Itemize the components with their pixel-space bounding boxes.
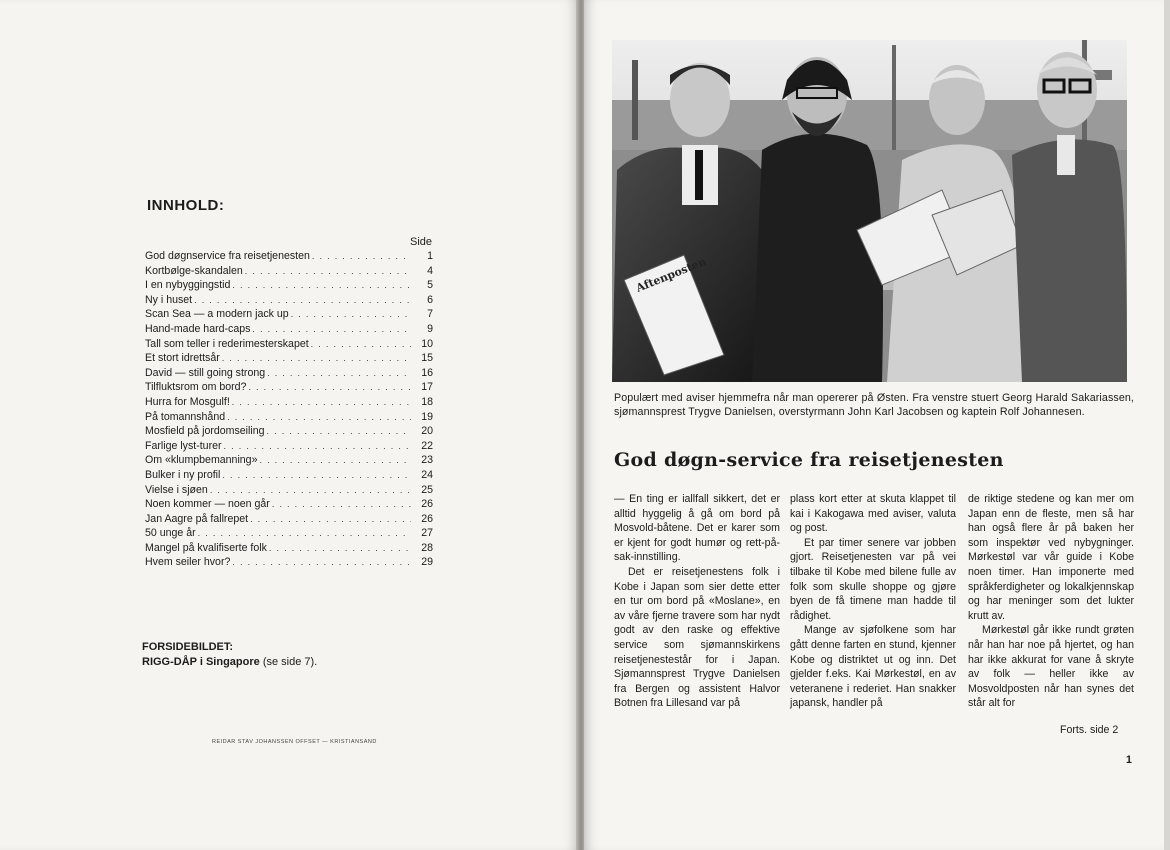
toc-item-page: 19	[421, 410, 433, 423]
toc-leader-dots	[232, 555, 411, 570]
toc-item-title: Mosfield på jordomseiling	[145, 425, 265, 438]
toc-leader-dots	[259, 453, 411, 468]
toc-item-title: Farlige lyst-turer	[145, 439, 222, 452]
person-4	[1012, 139, 1127, 382]
toc-item-page: 25	[421, 483, 433, 496]
toc-item	[145, 541, 433, 556]
toc-leader-dots	[222, 468, 411, 483]
toc-leader-dots	[232, 395, 411, 410]
toc-item	[145, 439, 433, 454]
toc-item-title: Et stort idrettsår	[145, 352, 220, 365]
toc-item-page: 23	[421, 454, 433, 467]
toc-heading: INNHOLD:	[147, 197, 225, 214]
toc-leader-dots	[232, 278, 411, 293]
toc-item-page: 20	[421, 425, 433, 438]
toc-leader-dots	[198, 526, 411, 541]
cover-caption-bold: RIGG-DÅP i Singapore	[142, 656, 260, 668]
toc-leader-dots	[227, 410, 411, 425]
toc-list	[145, 249, 433, 570]
toc-item-title: Hvem seiler hvor?	[145, 556, 231, 569]
toc-item-title: Mangel på kvalifiserte folk	[145, 541, 267, 554]
toc-leader-dots	[210, 483, 411, 498]
toc-item-page: 15	[421, 352, 433, 365]
toc-item	[145, 337, 433, 352]
toc-item	[145, 380, 433, 395]
toc-item-page: 26	[421, 512, 433, 525]
article-headline: God døgn-service fra reisetjenesten	[614, 449, 1004, 471]
page-number: 1	[1126, 754, 1132, 766]
toc-item	[145, 512, 433, 527]
toc-leader-dots	[250, 512, 411, 527]
toc-item	[145, 351, 433, 366]
toc-leader-dots	[224, 439, 411, 454]
person-2	[752, 134, 883, 382]
toc-item-title: Scan Sea — a modern jack up	[145, 308, 289, 321]
toc-leader-dots	[311, 337, 411, 352]
toc-item-page: 28	[421, 541, 433, 554]
toc-item-page: 7	[427, 308, 433, 321]
toc-leader-dots	[248, 380, 411, 395]
toc-item	[145, 293, 433, 308]
toc-item-page: 16	[421, 366, 433, 379]
toc-item-page: 26	[421, 498, 433, 511]
left-page	[0, 0, 578, 850]
photo-caption: Populært med aviser hjemmefra når man opererer på Østen. Fra venstre stuert Georg Harald Sakariassen, sjømannsprest Trygve Danielsen, overstyrmann John Karl Jacobsen og kaptein Rolf Johannesen.	[614, 392, 1134, 418]
newspaper-masthead: Aftenposten	[634, 254, 709, 295]
article-column-1	[614, 492, 780, 711]
toc-item	[145, 526, 433, 541]
cover-caption-rest: (se side 7).	[259, 656, 318, 668]
paragraph: — En ting er iallfall sikkert, det er alltid hyggelig å gå om bord på Mosvold-båtene. Det er karer som er kjent for godt humør og rett-på-sak-innstilling.	[614, 493, 780, 564]
toc-item	[145, 395, 433, 410]
toc-item-title: På tomannshånd	[145, 410, 226, 423]
toc-leader-dots	[245, 264, 411, 279]
toc-item	[145, 468, 433, 483]
toc-item-title: I en nybyggingstid	[145, 279, 231, 292]
toc-item	[145, 278, 433, 293]
toc-item-title: Om «klumpbemanning»	[145, 454, 258, 467]
toc-item-page: 29	[421, 556, 433, 569]
toc-item-title: Tilfluktsrom om bord?	[145, 381, 247, 394]
toc-item-title: Tall som teller i rederimesterskapet	[145, 337, 309, 350]
toc-item	[145, 264, 433, 279]
toc-item	[145, 410, 433, 425]
toc-item-page: 5	[427, 279, 433, 292]
toc-item-page: 4	[427, 264, 433, 277]
toc-item-title: Bulker i ny profil	[145, 468, 221, 481]
toc-item-page: 24	[421, 468, 433, 481]
toc-leader-dots	[252, 322, 411, 337]
toc-item	[145, 307, 433, 322]
toc-leader-dots	[291, 307, 411, 322]
toc-item-page: 9	[427, 322, 433, 335]
toc-item-page: 6	[427, 293, 433, 306]
printer-imprint: REIDAR STAV JOHANSSEN OFFSET — KRISTIANSAND	[212, 739, 377, 745]
toc-leader-dots	[267, 424, 411, 439]
toc-leader-dots	[194, 293, 411, 308]
toc-item-title: God døgnservice fra reisetjenesten	[145, 250, 310, 262]
toc-item-title: Hand-made hard-caps	[145, 322, 251, 335]
toc-item	[145, 497, 433, 512]
paragraph: Et par timer senere var jobben gjort. Reisetjenesten var på vei tilbake til Kobe med bilene fulle av folk som skulle shoppe og gjøre byen de få timene man hadde til rådighet.	[790, 536, 956, 622]
toc-item-page: 10	[421, 337, 433, 350]
article-column-2	[790, 492, 956, 711]
paragraph: Det er reisetjenestens folk i Kobe i Japan som sier dette etter en tur om bord på «Moslane», en av våre fjerne travere som har nydt godt av den raske og effektive service som sjømannskirkens reisetjenestestår for i Japan. Sjømannsprest Trygve Danielsen fra Bergen og assistent Halvor Botnen fra Lillesand var på	[614, 565, 780, 710]
toc-leader-dots	[222, 351, 411, 366]
paragraph: de riktige stedene og kan mer om Japan enn de fleste, men så har han også flere år på baken her som inspektør ved nybygninger. Mørkestøl var vår guide i Kobe noen timer. Han imponerte med språkferdigheter og lokalkjennskap og har meninger som det lukter krutt av.	[968, 493, 1134, 622]
toc-item-page: 1	[427, 250, 433, 262]
article-photo	[612, 40, 1127, 382]
toc-item	[145, 424, 433, 439]
toc-side-label: Side	[410, 236, 433, 248]
toc-item-page: 17	[421, 381, 433, 394]
toc-item	[145, 366, 433, 381]
toc-item	[145, 322, 433, 337]
toc-item	[145, 453, 433, 468]
toc-item-title: David — still going strong	[145, 366, 266, 379]
paragraph: Mange av sjøfolkene som har gått denne farten en stund, kjenner Kobe og distriktet ut og inn. Det gjelder f.eks. Kai Mørkestøl, en av veteranene i rederiet. Han snakker japansk, handler på	[790, 624, 956, 710]
toc-item-title: Noen kommer — noen går	[145, 498, 270, 511]
cover-label: FORSIDEBILDET:	[142, 641, 234, 653]
paragraph: plass kort etter at skuta klappet til kai i Kakogawa med aviser, valuta og post.	[790, 493, 956, 535]
toc-leader-dots	[272, 497, 411, 512]
toc-item-page: 27	[421, 527, 433, 540]
toc-item	[145, 555, 433, 570]
toc-item-title: Vielse i sjøen	[145, 483, 208, 496]
toc-item-page: 18	[421, 395, 433, 408]
toc-item	[145, 483, 433, 498]
toc-item-page: 22	[421, 439, 433, 452]
toc-item-title: 50 unge år	[145, 527, 196, 540]
toc-item-title: Ny i huset	[145, 293, 193, 306]
toc-leader-dots	[312, 249, 411, 264]
toc-item-title: Jan Aagre på fallrepet	[145, 512, 249, 525]
toc-item-title: Kortbølge-skandalen	[145, 264, 243, 277]
toc-leader-dots	[267, 366, 411, 381]
toc-item-title: Hurra for Mosgulf!	[145, 395, 230, 408]
toc-item	[145, 249, 433, 264]
paragraph: Mørkestøl går ikke rundt grøten når han har noe på hjertet, og han har ikke akkurat for vane å skryte av folk — heller ikke av Mosvoldposten når han synes det står alt for	[968, 624, 1134, 710]
article-column-3	[968, 492, 1134, 711]
toc-leader-dots	[269, 541, 411, 556]
continued-note: Forts. side 2	[1060, 724, 1119, 736]
cover-caption	[142, 656, 317, 668]
